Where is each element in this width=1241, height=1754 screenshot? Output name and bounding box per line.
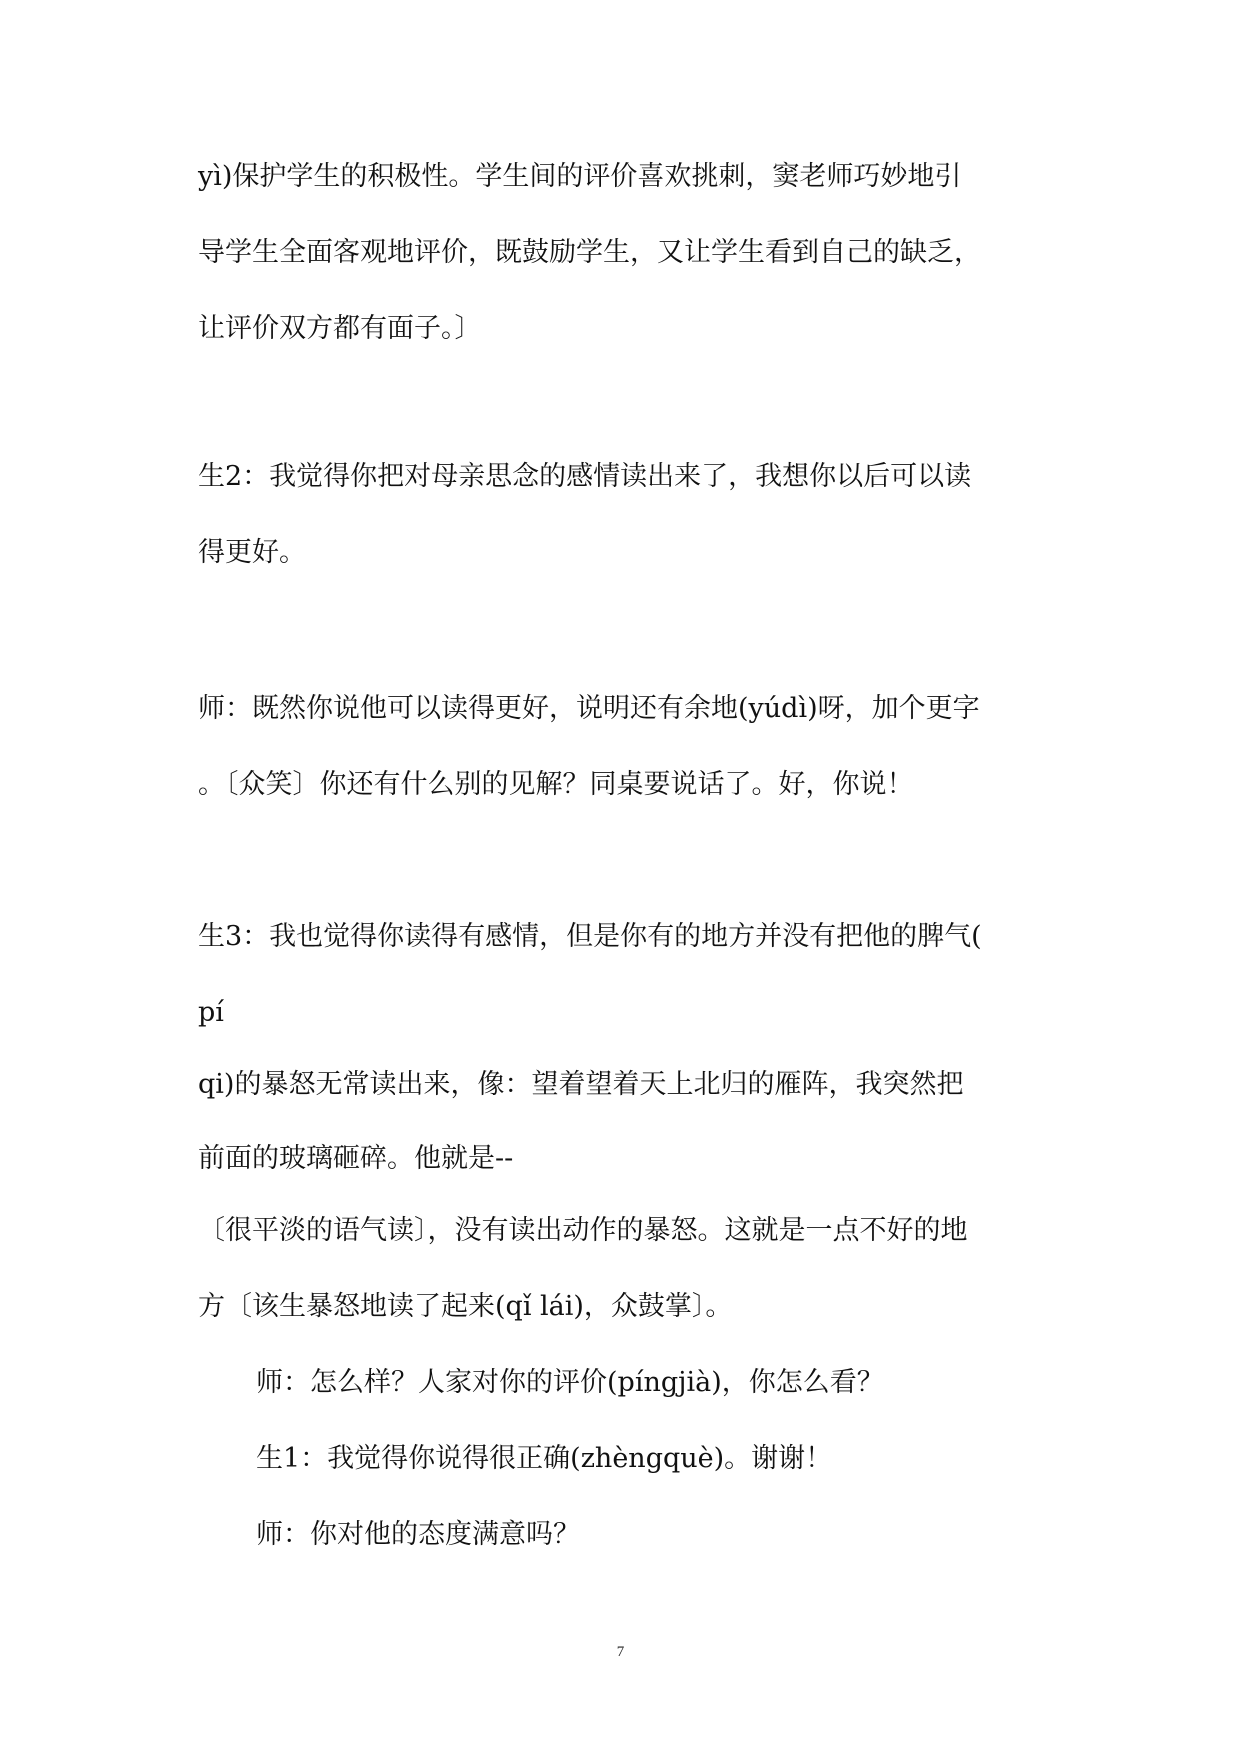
text-line: 让评价双方都有面子。〕	[198, 313, 482, 344]
text-line: yì)保护学生的积极性。学生间的评价喜欢挑刺，窦老师巧妙地引	[198, 161, 962, 192]
text-line: 生1：我觉得你说得很正确(zhèngquè)。谢谢！	[256, 1443, 833, 1474]
text-line: 导学生全面客观地评价，既鼓励学生，又让学生看到自己的缺乏，	[198, 237, 981, 268]
text-line: 生3：我也觉得你读得有感情，但是你有的地方并没有把他的脾气(	[198, 921, 982, 952]
text-line: 。〔众笑〕你还有什么别的见解？同桌要说话了。好，你说！	[198, 769, 914, 800]
page-number: 7	[616, 1644, 625, 1660]
text-line: 师：你对他的态度满意吗？	[256, 1519, 580, 1550]
text-line: 〔很平淡的语气读〕，没有读出动作的暴怒。这就是一点不好的地	[198, 1215, 968, 1246]
text-line: 得更好。	[198, 537, 306, 568]
text-line: pí	[198, 997, 224, 1028]
text-line: 前面的玻璃砸碎。他就是--	[198, 1143, 514, 1174]
text-line: qi)的暴怒无常读出来，像：望着望着天上北归的雁阵，我突然把	[198, 1069, 964, 1100]
text-line: 方〔该生暴怒地读了起来(qǐ lái)，众鼓掌〕。	[198, 1291, 733, 1322]
text-line: 师：怎么样？人家对你的评价(píngjià)，你怎么看？	[256, 1367, 884, 1398]
text-line: 师：既然你说他可以读得更好，说明还有余地(yúdì)呀，加个更字	[198, 693, 980, 724]
text-line: 生2：我觉得你把对母亲思念的感情读出来了，我想你以后可以读	[198, 461, 972, 492]
